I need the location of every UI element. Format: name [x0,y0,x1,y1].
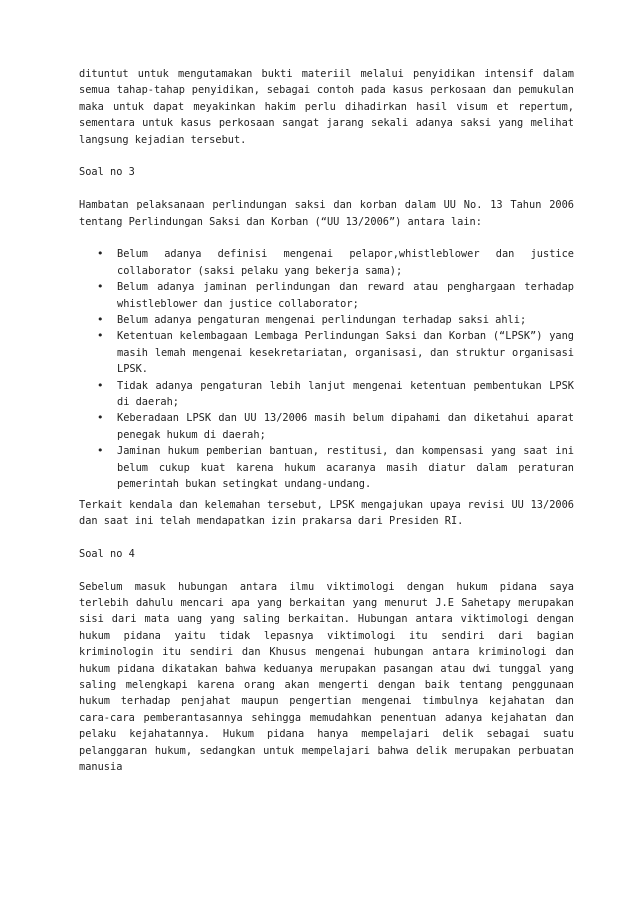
list-item: • Jaminan hukum pemberian bantuan, restitusi, dan kompensasi yang saat ini belum cukup kuat karena hukum acaranya masih diatur dalam peraturan pemerintah bukan setingkat undang-undang. [117,443,574,492]
heading-soal-4: Soal no 4 [79,547,135,560]
list-item: • Ketentuan kelembagaan Lembaga Perlindungan Saksi dan Korban (“LPSK”) yang masih lemah mengenai kesekretariatan, organisasi, dan struktur organisasi LPSK. [117,328,574,377]
list-item: • Belum adanya pengaturan mengenai perlindungan terhadap saksi ahli; [117,312,574,328]
list-item: • Keberadaan LPSK dan UU 13/2006 masih belum dipahami dan diketahui aparat penegak hukum di daerah; [117,410,574,443]
list-item: • Belum adanya definisi mengenai pelapor,whistleblower dan justice collaborator (saksi pelaku yang bekerja sama); [117,246,574,279]
paragraph-hambatan: Hambatan pelaksanaan perlindungan saksi dan korban dalam UU No. 13 Tahun 2006 tentang Perlindungan Saksi dan Korban (“UU 13/2006”) antara lain: [79,199,574,228]
heading-soal-3: Soal no 3 [79,166,135,179]
list-item: • Belum adanya jaminan perlindungan dan reward atau penghargaan terhadap whistleblower dan justice collaborator; [117,279,574,312]
list-item: • Tidak adanya pengaturan lebih lanjut mengenai ketentuan pembentukan LPSK di daerah; [117,378,574,411]
bullet-list-hambatan [79,246,574,492]
paragraph-kendala: Terkait kendala dan kelemahan tersebut, LPSK mengajukan upaya revisi UU 13/2006 dan saat ini telah mendapatkan izin prakarsa dari Presiden RI. [79,498,574,527]
paragraph-intro: dituntut untuk mengutamakan bukti materiil melalui penyidikan intensif dalam semua tahap-tahap penyidikan, sebagai contoh pada kasus perkosaan dan pemukulan maka untuk dapat meyakinkan hakim perlu dihadirkan hasil visum et repertum, sementara untuk kasus perkosaan sangat jarang sekali adanya saksi yang melihat langsung kejadian tersebut. [79,68,574,146]
paragraph-viktimologi: Sebelum masuk hubungan antara ilmu viktimologi dengan hukum pidana saya terlebih dahulu mencari apa yang berkaitan yang menurut J.E Sahetapy merupakan sisi dari mata uang yang saling berkaitan. Hubungan antara viktimologi dengan hukum pidana yaitu tidak lepasnya viktimologi itu sendiri dari bagian kriminologin itu sendiri dan Khusus mengenai hubungan antara kriminologi dan hukum pidana dikatakan bahwa keduanya merupakan pasangan atau dwi tunggal yang saling melengkapi karena orang akan mengerti dengan baik tentang penggunaan hukum terhadap penjahat maupun pengertian mengenai timbulnya kejahatan dan cara-cara pemberantasannya sehingga memudahkan penentuan adanya kejahatan dan pelaku kejahatannya. Hukum pidana hanya mempelajari delik sebagai suatu pelanggaran hukum, sedangkan untuk mempelajari bahwa delik merupakan perbuatan manusia [79,580,574,773]
